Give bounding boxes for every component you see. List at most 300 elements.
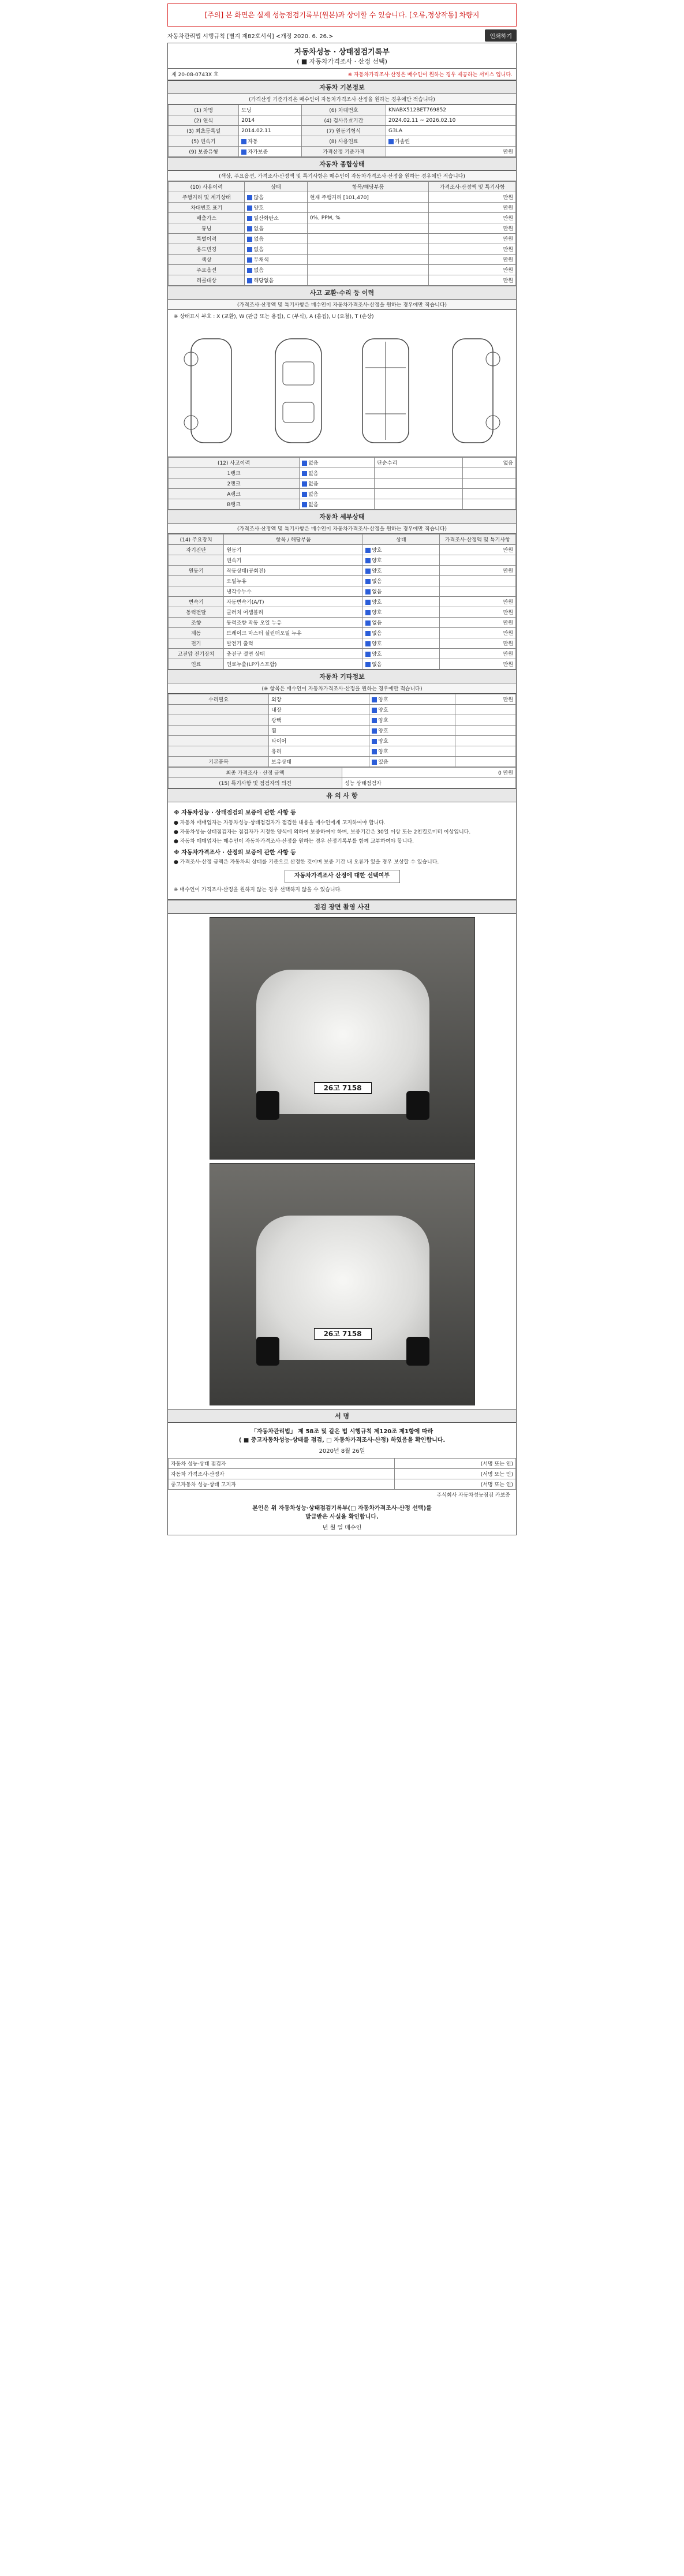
column-header: (10) 사용이력 xyxy=(169,182,245,192)
cell-value: 자동변속기(A/T) xyxy=(226,600,264,606)
cell-value: 양호 xyxy=(253,205,264,211)
cell-value: 양호 xyxy=(372,652,382,658)
table-cell xyxy=(169,545,224,555)
cell-value: 해당없음 xyxy=(253,278,274,284)
checkbox xyxy=(372,760,377,765)
cell-value: 주행거리 및 계기상태 xyxy=(182,195,231,201)
cell-value: 튜닝 xyxy=(201,226,212,232)
table-row xyxy=(169,586,516,597)
document-header xyxy=(168,43,516,69)
table-cell xyxy=(429,203,516,213)
cell-value: (12) 사고이력 xyxy=(217,461,251,467)
table-cell xyxy=(169,192,245,203)
cell-value: 동력조향 작동 오일 누유 xyxy=(226,620,282,627)
page-root xyxy=(0,3,684,1535)
table-row xyxy=(169,458,516,468)
table-row xyxy=(169,478,516,489)
table-row xyxy=(169,726,516,736)
table-row xyxy=(169,136,516,147)
column-header: 상태 xyxy=(363,534,439,545)
table-header-row xyxy=(169,534,516,545)
receipt-block xyxy=(168,1500,516,1535)
checkbox xyxy=(302,471,307,476)
table-cell xyxy=(245,265,307,275)
table-row xyxy=(169,659,516,670)
checkbox xyxy=(372,728,377,734)
table-row xyxy=(169,275,516,286)
checkbox xyxy=(372,739,377,744)
car-diagram xyxy=(168,324,516,457)
checkbox xyxy=(247,205,252,211)
table-cell: (6) 차대번호 xyxy=(301,105,386,115)
table-row xyxy=(169,768,516,778)
table-cell xyxy=(169,607,224,618)
accident-legend: ※ 상태표시 부호 : X (교환), W (판금 또는 용접), C (부식), A (흠집), U (요철), T (손상) xyxy=(174,314,374,320)
table-cell xyxy=(307,265,429,275)
cell-value: 만원 xyxy=(503,257,513,263)
cell-value: 가솔린 xyxy=(395,139,410,145)
other-table xyxy=(168,694,516,767)
table-row xyxy=(169,566,516,576)
table-cell xyxy=(375,468,463,478)
table-cell xyxy=(224,566,363,576)
table-row xyxy=(169,255,516,265)
document-subtitle: ( ■ 자동차가격조사 · 산정 선택) xyxy=(297,58,387,65)
cell-value: 만원 xyxy=(503,652,513,658)
table-header-row xyxy=(169,182,516,192)
table-cell xyxy=(239,136,302,147)
cell-value: 주요옵션 xyxy=(196,268,217,274)
cell-value: 만원 xyxy=(503,247,513,253)
table-row xyxy=(169,499,516,510)
wheel-shape xyxy=(256,1091,279,1120)
cell-value: 광택 xyxy=(271,718,282,724)
table-cell xyxy=(224,618,363,628)
table-row xyxy=(169,694,516,705)
accident-table-body xyxy=(169,458,516,510)
cell-value: 없음 xyxy=(308,481,319,488)
cell-value: 없음 xyxy=(253,237,264,242)
table-cell xyxy=(224,545,363,555)
signature-block xyxy=(168,1423,516,1458)
column-header: 항목/해당부품 xyxy=(307,182,429,192)
status-table-body xyxy=(169,192,516,286)
table-row xyxy=(169,147,516,157)
cell-value: 없음 xyxy=(308,492,319,498)
column-header: 가격조사·산정액 및 특기사항 xyxy=(439,534,515,545)
table-cell xyxy=(224,649,363,659)
checkbox xyxy=(372,708,377,713)
cell-value: 단순수리 xyxy=(377,461,398,467)
signature-title: 서 명 xyxy=(168,1409,516,1423)
cell-value: 양호 xyxy=(372,641,382,648)
signature-date: 2020년 8월 26일 xyxy=(319,1448,365,1455)
table-cell xyxy=(245,203,307,213)
cell-value: 없음 xyxy=(372,620,382,627)
table-cell: (7) 원동기형식 xyxy=(301,126,386,136)
table-cell xyxy=(307,192,429,203)
table-cell xyxy=(169,468,300,478)
cell-value: 없음 xyxy=(372,662,382,668)
cell-value: 없음 xyxy=(308,461,319,467)
table-cell xyxy=(269,757,369,767)
table-cell xyxy=(375,499,463,510)
cell-value: 타이어 xyxy=(271,739,287,745)
table-cell xyxy=(169,715,269,726)
table-cell xyxy=(245,255,307,265)
table-cell xyxy=(307,234,429,244)
checkbox xyxy=(365,631,371,636)
table-row xyxy=(169,115,516,126)
cell-value: 브레이크 마스터 실린더오일 누유 xyxy=(226,631,302,637)
table-cell xyxy=(462,478,515,489)
table-cell xyxy=(269,746,369,757)
cell-value: 내장 xyxy=(271,708,282,714)
table-cell xyxy=(224,659,363,670)
table-cell xyxy=(439,618,515,628)
column-header: 항목 / 해당부품 xyxy=(224,534,363,545)
table-cell xyxy=(439,586,515,597)
cell-value: 현재 주행거리 [101,470] xyxy=(309,195,369,201)
basic-section-title: 자동차 기본정보 xyxy=(168,80,516,94)
table-cell xyxy=(375,478,463,489)
accident-section-sub: (가격조사·산정액 및 특기사항은 매수인이 자동차가격조사·산정을 원하는 경우에만 적습니다) xyxy=(168,300,516,310)
cell-value: 기본품목 xyxy=(208,760,229,766)
accident-table xyxy=(168,457,516,510)
wheel-shape xyxy=(406,1091,429,1120)
table-cell xyxy=(307,244,429,255)
table-cell xyxy=(455,757,516,767)
table-cell xyxy=(169,213,245,223)
checkbox xyxy=(247,268,252,273)
table-cell xyxy=(369,715,455,726)
cell-value: 없음 xyxy=(253,226,264,232)
table-row xyxy=(169,607,516,618)
table-cell xyxy=(429,255,516,265)
document-warning: ※ 자동차가격조사·산정은 매수인이 원하는 경우 제공하는 서비스 입니다. xyxy=(347,72,513,78)
table-cell xyxy=(239,147,302,157)
cell-value: 없음 xyxy=(253,247,264,253)
table-cell xyxy=(224,638,363,649)
cell-value: 발전기 출력 xyxy=(226,641,253,648)
table-cell xyxy=(455,726,516,736)
table-cell xyxy=(439,555,515,566)
cell-value: 자기진단 xyxy=(186,548,207,554)
cell-value: 만원 xyxy=(503,697,513,704)
document-title: 자동차성능 · 상태점검기록부 xyxy=(294,48,390,57)
table-cell xyxy=(169,586,224,597)
table-cell xyxy=(439,607,515,618)
special-label: (15) 특기사항 및 점검자의 의견 xyxy=(169,778,342,788)
table-cell xyxy=(169,726,269,736)
table-row xyxy=(169,705,516,715)
cell-value: 양호 xyxy=(378,708,388,714)
table-cell xyxy=(169,489,300,499)
table-cell xyxy=(224,586,363,597)
table-cell: (3) 최초등록일 xyxy=(169,126,239,136)
checkbox xyxy=(302,502,307,507)
cell-value: 만원 xyxy=(503,620,513,627)
table-cell xyxy=(169,694,269,705)
table-cell xyxy=(169,458,300,468)
table-cell xyxy=(369,746,455,757)
checkbox xyxy=(365,589,371,595)
cell-value: 충전구 절연 상태 xyxy=(226,652,265,658)
receipt-note-2: 발급받은 사실을 확인합니다. xyxy=(305,1513,379,1520)
inspection-document xyxy=(167,43,517,1535)
table-cell xyxy=(169,255,245,265)
table-cell xyxy=(269,705,369,715)
notes-heading-1: ※ 자동차성능 · 상태점검의 보증에 관한 사항 등 xyxy=(174,810,296,817)
table-cell xyxy=(169,555,224,566)
table-cell xyxy=(169,628,224,638)
other-table-body xyxy=(169,694,516,767)
other-section-title: 자동차 기타정보 xyxy=(168,670,516,683)
car-side-right-diagram xyxy=(435,333,510,448)
cell-value: 용도변경 xyxy=(196,247,217,253)
cell-value: 만원 xyxy=(503,569,513,575)
table-cell xyxy=(363,576,439,586)
notes-body xyxy=(168,802,516,900)
table-cell xyxy=(224,628,363,638)
table-cell xyxy=(429,213,516,223)
table-row xyxy=(169,213,516,223)
company-name: 주식회사 자동차성능점검 카보증 xyxy=(436,1492,510,1498)
detail-table-body xyxy=(169,545,516,670)
cell-value: 만원 xyxy=(503,226,513,232)
table-row xyxy=(169,223,516,234)
table-cell: 2014 xyxy=(239,115,302,126)
table-cell: (5) 변속기 xyxy=(169,136,239,147)
table-cell: (서명 또는 인) xyxy=(395,1479,516,1489)
cell-value: 고전압 전기장치 xyxy=(177,652,215,658)
table-row xyxy=(169,203,516,213)
table-cell xyxy=(169,478,300,489)
cell-value: 양호 xyxy=(372,569,382,575)
table-cell xyxy=(429,244,516,255)
cell-value: 만원 xyxy=(503,195,513,201)
table-cell xyxy=(462,499,515,510)
table-row xyxy=(169,126,516,136)
cell-value: 양호 xyxy=(372,548,382,554)
document-subline xyxy=(168,69,516,80)
cell-value: 양호 xyxy=(378,739,388,745)
table-cell xyxy=(369,705,455,715)
table-row xyxy=(169,1468,516,1479)
document-number: 제 20-08-0743X 호 xyxy=(171,72,219,78)
status-section-sub: (색상, 주요옵션, 가격조사·산정액 및 특기사항은 매수인이 자동차가격조사·산정을 원하는 경우에만 적습니다) xyxy=(168,171,516,181)
table-row xyxy=(169,746,516,757)
special-inspector: 성능 상태점검자 xyxy=(342,778,516,788)
table-cell xyxy=(169,234,245,244)
table-cell xyxy=(169,597,224,607)
table-cell xyxy=(455,736,516,746)
cell-value: B랭크 xyxy=(227,502,241,509)
cell-value: 특별이력 xyxy=(196,237,217,242)
table-row xyxy=(169,715,516,726)
cell-value: 만원 xyxy=(503,600,513,606)
column-header: 가격조사·산정액 및 특기사항 xyxy=(429,182,516,192)
table-cell xyxy=(245,244,307,255)
checkbox xyxy=(365,579,371,584)
cell-value: 연료 xyxy=(190,662,201,668)
table-cell xyxy=(245,275,307,286)
table-cell xyxy=(224,576,363,586)
cell-value: 만원 xyxy=(503,662,513,668)
table-cell xyxy=(300,499,375,510)
table-row xyxy=(169,1458,516,1468)
table-cell xyxy=(269,694,369,705)
table-cell xyxy=(300,458,375,468)
cell-value: 만원 xyxy=(503,205,513,211)
cell-value: 양호 xyxy=(372,558,382,564)
table-cell xyxy=(224,607,363,618)
cell-value: 2랭크 xyxy=(227,481,241,488)
table-cell: 모닝 xyxy=(239,105,302,115)
table-cell xyxy=(269,736,369,746)
detail-section-title: 자동차 세부상태 xyxy=(168,510,516,524)
cell-value: 배출가스 xyxy=(196,216,217,222)
table-cell: (4) 검사유효기간 xyxy=(301,115,386,126)
checkbox xyxy=(372,697,377,702)
checkbox xyxy=(247,257,252,263)
table-cell xyxy=(307,275,429,286)
cell-value: 없음 xyxy=(253,268,264,274)
wheel-shape xyxy=(406,1337,429,1366)
cell-value: 양호 xyxy=(372,600,382,606)
cell-value: 만원 xyxy=(503,631,513,637)
checkbox xyxy=(247,247,252,252)
table-cell: (1) 차명 xyxy=(169,105,239,115)
table-cell xyxy=(363,597,439,607)
cell-value: 휠 xyxy=(271,728,276,735)
basic-section-sub: (가격산정 기준가격은 매수인이 자동차가격조사·산정을 원하는 경우에만 적습니다) xyxy=(168,94,516,104)
table-row xyxy=(169,778,516,788)
table-cell xyxy=(224,597,363,607)
table-cell: (서명 또는 인) xyxy=(395,1468,516,1479)
table-row xyxy=(169,618,516,628)
wheel-shape xyxy=(256,1337,279,1366)
table-cell xyxy=(363,586,439,597)
table-row xyxy=(169,265,516,275)
cell-value: 색상 xyxy=(201,257,212,263)
notes-paragraph: ● 자동차 매매업자는 자동차성능·상태점검자가 점검한 내용을 매수인에게 고지하여야 합니다. xyxy=(174,820,386,826)
table-row xyxy=(169,468,516,478)
table-cell xyxy=(429,275,516,286)
table-cell xyxy=(307,213,429,223)
table-cell xyxy=(169,736,269,746)
table-cell xyxy=(363,649,439,659)
table-row xyxy=(169,628,516,638)
cell-value: 1랭크 xyxy=(227,471,241,477)
cell-value: 없음 xyxy=(372,579,382,585)
table-row xyxy=(169,192,516,203)
table-cell xyxy=(169,618,224,628)
table-cell xyxy=(300,468,375,478)
form-law-label: 자동차관리법 시행규칙 [별지 제82호서식] <개정 2020. 6. 26.> xyxy=(167,33,334,40)
table-row xyxy=(169,597,516,607)
cell-value: 만원 xyxy=(503,548,513,554)
table-cell xyxy=(307,203,429,213)
checkbox xyxy=(365,620,371,626)
toolbar xyxy=(167,29,517,42)
print-button[interactable]: 인쇄하기 xyxy=(485,29,517,42)
table-cell xyxy=(439,597,515,607)
cell-value: 클러치 어셈블리 xyxy=(226,610,264,616)
table-cell xyxy=(169,244,245,255)
total-value: 0 xyxy=(498,771,502,777)
checkbox xyxy=(365,600,371,605)
table-cell xyxy=(462,468,515,478)
table-cell: 만원 xyxy=(386,147,516,157)
other-section-sub: (※ 항목은 매수인이 자동차가격조사·산정을 원하는 경우에만 적습니다) xyxy=(168,683,516,694)
notes-paragraph: ※ 매수인이 가격조사·산정을 원하지 않는 경우 선택하지 않을 수 있습니다. xyxy=(174,887,342,893)
table-cell xyxy=(369,757,455,767)
table-cell xyxy=(363,555,439,566)
detail-section-sub: (가격조사·산정액 및 특기사항은 매수인이 자동차가격조사·산정을 원하는 경우에만 적습니다) xyxy=(168,524,516,534)
cell-value: 양호 xyxy=(378,749,388,756)
total-label: 최종 가격조사 · 산정 금액 xyxy=(169,768,342,778)
checkbox xyxy=(365,652,371,657)
car-side-left-diagram xyxy=(174,333,249,448)
price-selection-box: 자동차가격조사 산정에 대한 선택여부 xyxy=(285,870,400,883)
table-cell xyxy=(269,726,369,736)
checkbox xyxy=(302,461,307,466)
law-text-2: ( ■ 중고자동차성능·상태를 점검, □ 자동차가격조사·산정) 하였음을 확인합니다. xyxy=(238,1437,446,1444)
cell-value: 없음 xyxy=(308,471,319,477)
cell-value: 원동기 xyxy=(188,569,204,575)
table-cell xyxy=(429,265,516,275)
table-cell: 2014.02.11 xyxy=(239,126,302,136)
table-cell: (8) 사용연료 xyxy=(301,136,386,147)
table-cell: 중고자동차 성능·상태 고지자 xyxy=(169,1479,395,1489)
table-cell xyxy=(363,618,439,628)
table-cell xyxy=(169,746,269,757)
cell-value: 작동상태(공회전) xyxy=(226,569,266,575)
cell-value: 보유상태 xyxy=(271,760,291,766)
table-cell xyxy=(300,489,375,499)
cell-value: 동력전달 xyxy=(186,610,207,616)
table-cell xyxy=(462,489,515,499)
table-row xyxy=(169,638,516,649)
basic-info-table xyxy=(168,104,516,157)
cell-value: 양호 xyxy=(378,728,388,735)
cell-value: 만원 xyxy=(503,237,513,242)
table-cell xyxy=(375,458,463,468)
table-cell xyxy=(369,726,455,736)
table-cell xyxy=(245,213,307,223)
notes-paragraph: ● 자동차 매매업자는 매수인이 자동차가격조사·산정을 원하는 경우 산정기록부를 함께 교부하여야 합니다. xyxy=(174,838,414,844)
table-cell xyxy=(169,566,224,576)
checkbox xyxy=(388,139,394,144)
table-cell xyxy=(245,192,307,203)
table-cell xyxy=(224,555,363,566)
cell-value: 유리 xyxy=(271,749,282,756)
table-cell xyxy=(455,694,516,705)
table-cell xyxy=(169,576,224,586)
license-plate: 26고 7158 xyxy=(314,1082,372,1094)
table-cell: (2) 연식 xyxy=(169,115,239,126)
table-cell xyxy=(363,607,439,618)
checkbox xyxy=(365,548,371,553)
detail-table xyxy=(168,534,516,670)
table-cell xyxy=(439,659,515,670)
table-row xyxy=(169,489,516,499)
cell-value: A랭크 xyxy=(227,492,241,498)
checkbox xyxy=(365,662,371,667)
table-row xyxy=(169,736,516,746)
cell-value: 없음 xyxy=(372,589,382,596)
